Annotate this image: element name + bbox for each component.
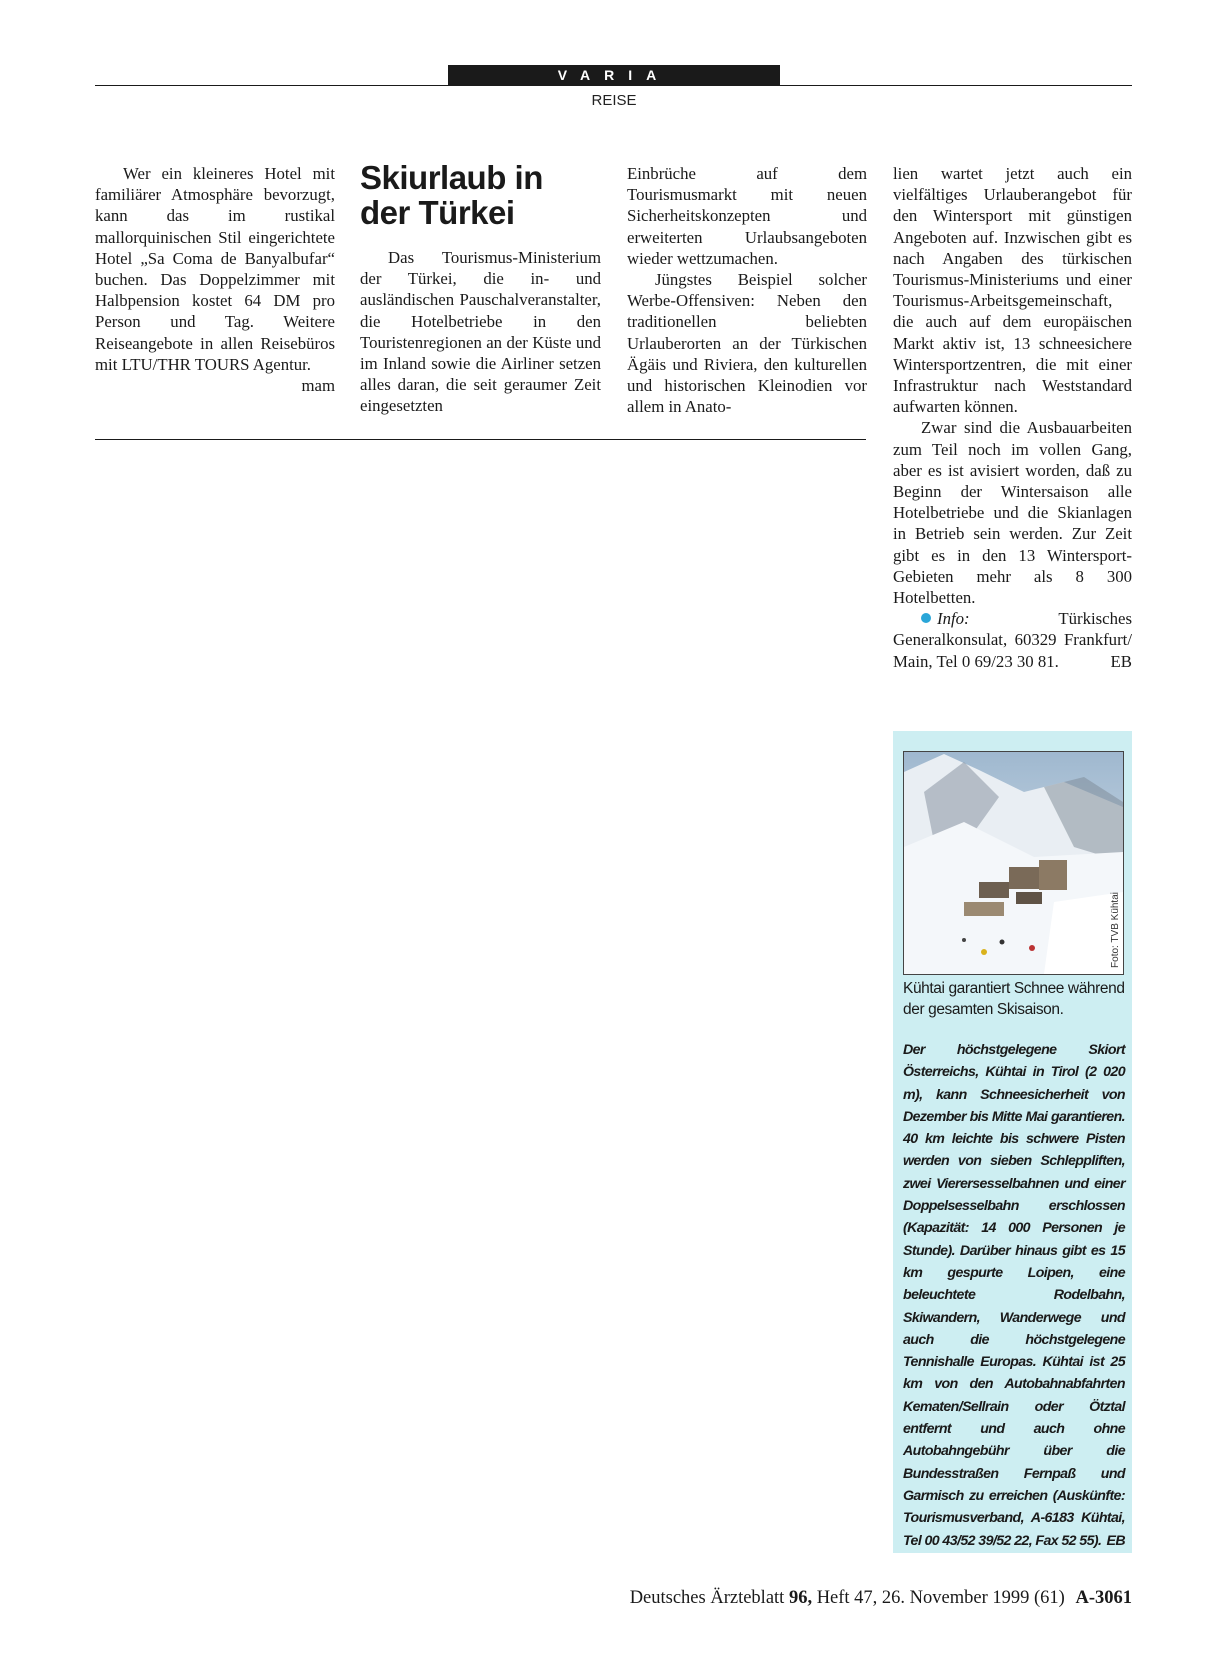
photo-caption: Kühtai garantiert Schnee während der gesamten Skisaison. <box>903 980 1125 1018</box>
article-paragraph-2-continued: lien wartet jetzt auch ein vielfältiges Urlauberangebot für den Wintersport mit günstigen Angeboten auf. Inzwischen gibt es nach Angaben des türkischen Tourismus-Ministeriums und einer Tourismus-Arbeitsgemeinschaft, die auch auf dem europäischen Markt aktiv ist, 13 schneesichere Wintersportzentren, die mit einer Infrastruktur nach Weststandard aufwarten können. <box>893 164 1132 417</box>
info-paragraph <box>893 608 1132 672</box>
infobox-body: Der höchstgelegene Skiort Österreichs, Kühtai in Tirol (2 020 m), kann Schneesicherheit von Dezember bis Mitte Mai garantieren. 40 km leichte bis schwere Pisten werden von sieben Schleppliften, zwei Vierersesselbahnen und einer Doppelsesselbahn erschlossen (Kapazität: 14 000 Personen je Stunde). Darüber hinaus gibt es 15 km gespurte Loipen, eine beleuchtete Rodelbahn, Skiwandern, Wanderwege und auch die höchstgelegene Tennishalle Europas. Kühtai ist 25 km von den Autobahnabfahrten Kematen/Sellrain oder Ötztal entfernt und auch ohne Autobahngebühr über die Bundesstraßen Fernpaß und Garmisch zu erreichen (Auskünfte: Tourismusverband, A-6183 Kühtai, Tel 00 43/52 39/52 22, Fax 52 55). <box>903 1042 1125 1549</box>
subsection-label: REISE <box>591 92 637 109</box>
article-signature: EB <box>1110 651 1132 671</box>
section-label: VARIA <box>557 67 671 83</box>
infobox <box>893 731 1132 1553</box>
journal-name: Deutsches Ärzteblatt <box>629 1588 785 1608</box>
ski-resort-illustration <box>904 752 1123 974</box>
page-footer <box>630 1588 1132 1609</box>
infobox-signature: EB <box>1106 1532 1125 1549</box>
column-4 <box>893 163 1132 672</box>
section-header-bar <box>448 65 780 85</box>
issue-info: Heft 47, 26. November 1999 (61) <box>816 1588 1065 1608</box>
article-paragraph-3: Zwar sind die Ausbauarbeiten zum Teil noch im vollen Gang, aber es ist avisiert worden, daß zu Beginn der Wintersaison alle Hotelbetriebe und die Skianlagen in Betrieb sein werden. Zur Zeit gibt es in den 13 Wintersport-Gebieten mehr als 8 300 Hotelbetten. <box>893 418 1132 608</box>
column-3 <box>627 163 867 417</box>
hotel-paragraph <box>95 163 335 396</box>
column-2 <box>360 247 601 417</box>
page-number: A-3061 <box>1075 1588 1132 1608</box>
info-label: Info: <box>937 609 970 629</box>
author-signature: mam <box>301 376 335 396</box>
article-headline: Skiurlaub in der Türkei <box>360 159 543 231</box>
bullet-icon <box>921 613 931 623</box>
article-paragraph-1-continued: Einbrüche auf dem Tourismusmarkt mit neuen Sicherheitskonzepten und erweiterten Urlaubsangeboten wieder wettzumachen. <box>627 164 867 268</box>
photo-credit: Foto: TVB Kühtai <box>1110 892 1121 968</box>
hotel-text: Wer ein kleineres Hotel mit familiärer Atmosphäre bevorzugt, kann das im rustikal mallorquinischen Stil eingerichtete Hotel „Sa Coma de Banyalbufar“ buchen. Das Doppelzimmer mit Halbpension kostet 64 DM pro Person und Tag. Weitere Reiseangebote in allen Reisebüros mit LTU/THR TOURS Agentur. <box>95 164 335 374</box>
infobox-text <box>903 1039 1125 1552</box>
column-1 <box>95 163 335 396</box>
header-rule <box>95 85 1132 86</box>
article-paragraph-1: Das Tourismus-Ministerium der Türkei, die in- und ausländischen Pauschalveranstalter, die Hotelbetriebe in den Touristenregionen an der Küste und im Inland sowie die Airliner setzen alles daran, die seit geraumer Zeit eingesetzten <box>360 248 601 416</box>
column-rule <box>95 439 866 440</box>
info-text: Türkisches Generalkonsulat, 60329 Frankfurt/ Main, Tel 0 69/23 30 81. <box>893 609 1132 671</box>
volume-number: 96, <box>788 1588 813 1608</box>
ski-resort-photo <box>903 751 1124 975</box>
article-paragraph-2: Jüngstes Beispiel solcher Werbe-Offensiven: Neben den traditionellen beliebten Urlauberorten an der Türkischen Ägäis und Riviera, den kulturellen und historischen Kleinodien vor allem in Anato- <box>627 270 867 417</box>
